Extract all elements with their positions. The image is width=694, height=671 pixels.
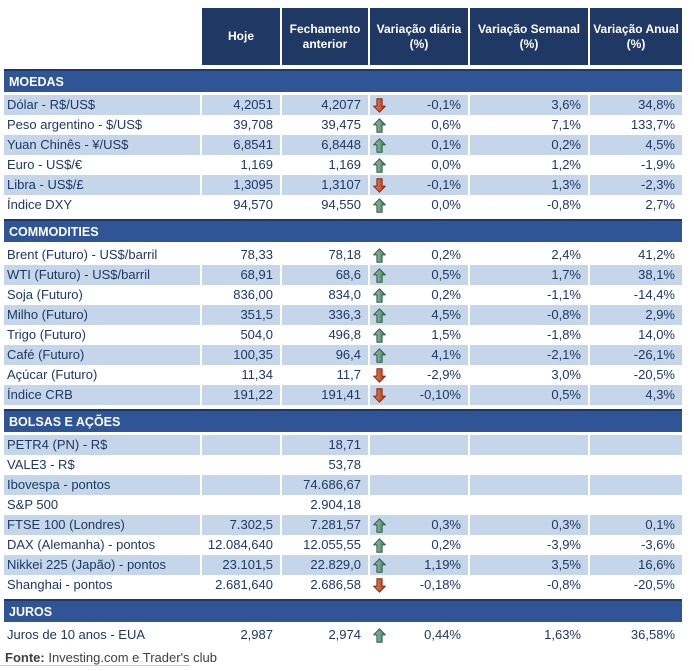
section-title: MOEDAS (9, 74, 64, 89)
variacao-anual-value: -20,5% (588, 365, 682, 385)
hoje-value: 94,570 (200, 195, 280, 215)
table-row (4, 325, 682, 345)
hoje-value: 4,2051 (200, 95, 280, 115)
variacao-diaria-value: 1,19% (424, 557, 461, 572)
trend-arrow-slot (373, 328, 386, 343)
fechamento-anterior-value: 12.055,55 (280, 535, 368, 555)
variacao-anual-value: -14,4% (588, 285, 682, 305)
table-row (4, 475, 682, 495)
fechamento-anterior-value: 68,6 (280, 265, 368, 285)
trend-arrow-slot (373, 248, 386, 263)
table-section (4, 69, 682, 215)
header-cell-variacao-diaria: Variação diária (%) (368, 8, 468, 65)
variacao-anual-value: -2,3% (588, 175, 682, 195)
section-rows (4, 95, 682, 215)
fechamento-anterior-value: 1,3107 (280, 175, 368, 195)
trend-up-arrow-icon (373, 158, 386, 173)
variacao-diaria-cell (368, 555, 468, 575)
row-label: S&P 500 (7, 497, 59, 512)
section-header (4, 599, 682, 622)
variacao-semanal-value: 3,5% (468, 555, 588, 575)
variacao-diaria-value: 0,2% (431, 247, 461, 262)
variacao-anual-value (588, 475, 682, 495)
row-label: Yuan Chinês - ¥/US$ (4, 135, 200, 155)
hoje-value: 68,91 (200, 265, 280, 285)
row-label: Brent (Futuro) - US$/barril (7, 247, 158, 262)
trend-arrow-slot (373, 178, 386, 193)
section-rows (4, 625, 682, 645)
trend-arrow-slot (373, 438, 386, 453)
source-note (4, 650, 682, 665)
row-label: Soja (Futuro) (7, 287, 83, 302)
variacao-diaria-cell (368, 515, 468, 535)
fechamento-anterior-value: 2.904,18 (280, 495, 368, 515)
header-cell-variacao-anual: Variação Anual (%) (588, 8, 682, 65)
variacao-semanal-value: 1,2% (468, 155, 588, 175)
fechamento-anterior-value: 39,475 (280, 115, 368, 135)
variacao-diaria-value: 0,2% (431, 537, 461, 552)
hoje-value: 2,987 (200, 625, 280, 645)
hoje-value: 1,3095 (200, 175, 280, 195)
table-row (4, 265, 682, 285)
table-row (4, 285, 682, 305)
trend-arrow-slot (373, 558, 386, 573)
variacao-anual-value: 4,5% (588, 135, 682, 155)
trend-up-arrow-icon (373, 268, 386, 283)
variacao-anual-value: -1,9% (588, 155, 682, 175)
variacao-diaria-value: -2,9% (427, 367, 461, 382)
variacao-anual-value: 38,1% (588, 265, 682, 285)
hoje-value: 7.302,5 (200, 515, 280, 535)
variacao-anual-value: 34,8% (588, 95, 682, 115)
variacao-diaria-value: 0,0% (431, 157, 461, 172)
table-row (4, 115, 682, 135)
variacao-diaria-cell (368, 175, 468, 195)
variacao-diaria-cell (368, 535, 468, 555)
trend-up-arrow-icon (373, 538, 386, 553)
table-row (4, 495, 682, 515)
variacao-semanal-value: 3,6% (468, 95, 588, 115)
header-cell-hoje: Hoje (200, 8, 280, 65)
source-text: Investing.com e Trader's club (48, 650, 218, 665)
variacao-semanal-value: 1,63% (468, 625, 588, 645)
variacao-semanal-value: 7,1% (468, 115, 588, 135)
fechamento-anterior-value: 1,169 (280, 155, 368, 175)
trend-down-arrow-icon (373, 368, 386, 383)
variacao-diaria-cell (368, 135, 468, 155)
table-row (4, 625, 682, 645)
variacao-semanal-value: -2,1% (468, 345, 588, 365)
table-row (4, 175, 682, 195)
hoje-value: 6,8541 (200, 135, 280, 155)
trend-up-arrow-icon (373, 518, 386, 533)
trend-up-arrow-icon (373, 288, 386, 303)
variacao-diaria-value: -0,1% (427, 97, 461, 112)
trend-up-arrow-icon (373, 138, 386, 153)
trend-arrow-slot (373, 388, 386, 403)
variacao-anual-value (588, 435, 682, 455)
hoje-value (200, 435, 280, 455)
trend-arrow-slot (373, 98, 386, 113)
table-body (4, 69, 682, 645)
variacao-semanal-value: 1,3% (468, 175, 588, 195)
row-label: Índice DXY (7, 197, 73, 212)
variacao-diaria-cell (368, 305, 468, 325)
table-row (4, 195, 682, 215)
row-label: Shanghai - pontos (7, 577, 113, 592)
section-header (4, 219, 682, 242)
table-row (4, 345, 682, 365)
trend-down-arrow-icon (373, 98, 386, 113)
table-header-row (4, 8, 682, 65)
table-section (4, 219, 682, 405)
hoje-value: 78,33 (200, 245, 280, 265)
hoje-value: 2.681,640 (200, 575, 280, 595)
table-row (4, 245, 682, 265)
trend-arrow-slot (373, 158, 386, 173)
trend-arrow-slot (373, 578, 386, 593)
table-row (4, 535, 682, 555)
trend-up-arrow-icon (373, 328, 386, 343)
fechamento-anterior-value: 496,8 (280, 325, 368, 345)
header-cell-variacao-semanal: Variação Semanal (%) (468, 8, 588, 65)
variacao-diaria-value: -0,18% (419, 577, 461, 592)
variacao-semanal-value: 3,0% (468, 365, 588, 385)
trend-up-arrow-icon (373, 248, 386, 263)
variacao-diaria-cell (368, 435, 468, 455)
variacao-diaria-value: 0,6% (431, 117, 461, 132)
variacao-semanal-value: -0,8% (468, 305, 588, 325)
variacao-semanal-value: -0,8% (468, 575, 588, 595)
variacao-anual-value (588, 455, 682, 475)
hoje-value: 12.084,640 (200, 535, 280, 555)
variacao-anual-value: 14,0% (588, 325, 682, 345)
trend-down-arrow-icon (373, 388, 386, 403)
variacao-anual-value (588, 495, 682, 515)
trend-arrow-slot (373, 268, 386, 283)
variacao-semanal-value (468, 495, 588, 515)
row-label: Nikkei 225 (Japão) - pontos (4, 555, 200, 575)
trend-arrow-slot (373, 518, 386, 533)
row-label: Juros de 10 anos - EUA (7, 627, 146, 642)
variacao-anual-value: 133,7% (588, 115, 682, 135)
variacao-anual-value: 2,9% (588, 305, 682, 325)
table-row (4, 515, 682, 535)
trend-up-arrow-icon (373, 628, 386, 643)
variacao-diaria-value: -0,1% (427, 177, 461, 192)
row-label: Peso argentino - $/US$ (7, 117, 143, 132)
fechamento-anterior-value: 191,41 (280, 385, 368, 405)
fechamento-anterior-value: 74.686,67 (280, 475, 368, 495)
fechamento-anterior-value: 78,18 (280, 245, 368, 265)
trend-up-arrow-icon (373, 118, 386, 133)
variacao-semanal-value: -0,8% (468, 195, 588, 215)
fechamento-anterior-value: 18,71 (280, 435, 368, 455)
row-label: Dólar - R$/US$ (4, 95, 200, 115)
variacao-anual-value: -26,1% (588, 345, 682, 365)
trend-up-arrow-icon (373, 308, 386, 323)
variacao-semanal-value: -1,1% (468, 285, 588, 305)
trend-arrow-slot (373, 628, 386, 643)
hoje-value: 504,0 (200, 325, 280, 345)
variacao-diaria-value: 4,1% (431, 347, 461, 362)
variacao-diaria-cell (368, 575, 468, 595)
trend-arrow-slot (373, 118, 386, 133)
variacao-diaria-value: 0,5% (431, 267, 461, 282)
variacao-diaria-cell (368, 475, 468, 495)
variacao-anual-value: 0,1% (588, 515, 682, 535)
row-label: Libra - US$/£ (4, 175, 200, 195)
variacao-anual-value: -20,5% (588, 575, 682, 595)
fechamento-anterior-value: 834,0 (280, 285, 368, 305)
trend-down-arrow-icon (373, 178, 386, 193)
trend-arrow-slot (373, 368, 386, 383)
variacao-anual-value: 41,2% (588, 245, 682, 265)
hoje-value: 11,34 (200, 365, 280, 385)
fechamento-anterior-value: 336,3 (280, 305, 368, 325)
row-label: Ibovespa - pontos (4, 475, 200, 495)
trend-arrow-slot (373, 138, 386, 153)
variacao-semanal-value: 0,5% (468, 385, 588, 405)
variacao-diaria-value: 0,1% (431, 137, 461, 152)
fechamento-anterior-value: 2.686,58 (280, 575, 368, 595)
fechamento-anterior-value: 94,550 (280, 195, 368, 215)
section-rows (4, 245, 682, 405)
variacao-diaria-value: -0,10% (419, 387, 461, 402)
fechamento-anterior-value: 53,78 (280, 455, 368, 475)
variacao-diaria-cell (368, 285, 468, 305)
table-row (4, 155, 682, 175)
variacao-diaria-cell (368, 115, 468, 135)
variacao-anual-value: 16,6% (588, 555, 682, 575)
fechamento-anterior-value: 2,974 (280, 625, 368, 645)
section-header (4, 409, 682, 432)
variacao-anual-value: -3,6% (588, 535, 682, 555)
hoje-value: 351,5 (200, 305, 280, 325)
table-row (4, 365, 682, 385)
trend-down-arrow-icon (373, 578, 386, 593)
variacao-semanal-value: 2,4% (468, 245, 588, 265)
variacao-diaria-value: 0,2% (431, 287, 461, 302)
variacao-diaria-value: 0,44% (424, 627, 461, 642)
partial-gridline (0, 665, 190, 666)
variacao-diaria-cell (368, 325, 468, 345)
market-table (4, 8, 682, 665)
row-label: Café (Futuro) (4, 345, 200, 365)
variacao-diaria-value: 1,5% (431, 327, 461, 342)
hoje-value (200, 495, 280, 515)
trend-arrow-slot (373, 288, 386, 303)
variacao-anual-value: 4,3% (588, 385, 682, 405)
trend-up-arrow-icon (373, 558, 386, 573)
table-row (4, 455, 682, 475)
row-label: FTSE 100 (Londres) (4, 515, 200, 535)
variacao-anual-value: 36,58% (588, 625, 682, 645)
hoje-value: 836,00 (200, 285, 280, 305)
variacao-diaria-cell (368, 265, 468, 285)
table-row (4, 575, 682, 595)
table-row (4, 305, 682, 325)
table-section (4, 409, 682, 595)
variacao-semanal-value: 1,7% (468, 265, 588, 285)
variacao-semanal-value (468, 455, 588, 475)
trend-arrow-slot (373, 198, 386, 213)
row-label: VALE3 - R$ (7, 457, 75, 472)
table-row (4, 95, 682, 115)
source-label: Fonte: (5, 650, 45, 665)
table-row (4, 135, 682, 155)
row-label: WTI (Futuro) - US$/barril (4, 265, 200, 285)
fechamento-anterior-value: 6,8448 (280, 135, 368, 155)
table-row (4, 435, 682, 455)
section-header (4, 69, 682, 92)
trend-arrow-slot (373, 498, 386, 513)
hoje-value: 39,708 (200, 115, 280, 135)
fechamento-anterior-value: 96,4 (280, 345, 368, 365)
trend-arrow-slot (373, 478, 386, 493)
table-row (4, 385, 682, 405)
table-row (4, 555, 682, 575)
hoje-value: 1,169 (200, 155, 280, 175)
hoje-value: 191,22 (200, 385, 280, 405)
row-label: Açúcar (Futuro) (7, 367, 98, 382)
variacao-diaria-value: 0,3% (431, 517, 461, 532)
variacao-semanal-value: 0,3% (468, 515, 588, 535)
variacao-diaria-value: 0,0% (431, 197, 461, 212)
section-title: BOLSAS E AÇÕES (9, 414, 121, 429)
variacao-diaria-cell (368, 245, 468, 265)
hoje-value: 100,35 (200, 345, 280, 365)
variacao-diaria-cell (368, 155, 468, 175)
variacao-diaria-value: 4,5% (431, 307, 461, 322)
variacao-diaria-cell (368, 385, 468, 405)
variacao-diaria-cell (368, 95, 468, 115)
section-rows (4, 435, 682, 595)
variacao-diaria-cell (368, 455, 468, 475)
row-label: PETR4 (PN) - R$ (4, 435, 200, 455)
variacao-anual-value: 2,7% (588, 195, 682, 215)
fechamento-anterior-value: 11,7 (280, 365, 368, 385)
fechamento-anterior-value: 7.281,57 (280, 515, 368, 535)
variacao-semanal-value: 0,2% (468, 135, 588, 155)
header-cell-fechamento-anterior: Fechamento anterior (280, 8, 368, 65)
section-title: COMMODITIES (9, 224, 99, 239)
hoje-value: 23.101,5 (200, 555, 280, 575)
header-cell-empty (4, 8, 200, 65)
trend-arrow-slot (373, 538, 386, 553)
hoje-value (200, 455, 280, 475)
trend-up-arrow-icon (373, 348, 386, 363)
row-label: DAX (Alemanha) - pontos (7, 537, 156, 552)
row-label: Trigo (Futuro) (7, 327, 86, 342)
fechamento-anterior-value: 22.829,0 (280, 555, 368, 575)
trend-arrow-slot (373, 458, 386, 473)
variacao-semanal-value (468, 475, 588, 495)
variacao-diaria-cell (368, 195, 468, 215)
variacao-diaria-cell (368, 345, 468, 365)
row-label: Euro - US$/€ (7, 157, 83, 172)
variacao-diaria-cell (368, 495, 468, 515)
trend-arrow-slot (373, 308, 386, 323)
variacao-semanal-value: -3,9% (468, 535, 588, 555)
section-title: JUROS (9, 604, 53, 619)
variacao-semanal-value: -1,8% (468, 325, 588, 345)
hoje-value (200, 475, 280, 495)
variacao-diaria-cell (368, 625, 468, 645)
row-label: Índice CRB (4, 385, 200, 405)
table-section (4, 599, 682, 645)
row-label: Milho (Futuro) (4, 305, 200, 325)
trend-up-arrow-icon (373, 198, 386, 213)
variacao-semanal-value (468, 435, 588, 455)
variacao-diaria-cell (368, 365, 468, 385)
fechamento-anterior-value: 4,2077 (280, 95, 368, 115)
trend-arrow-slot (373, 348, 386, 363)
